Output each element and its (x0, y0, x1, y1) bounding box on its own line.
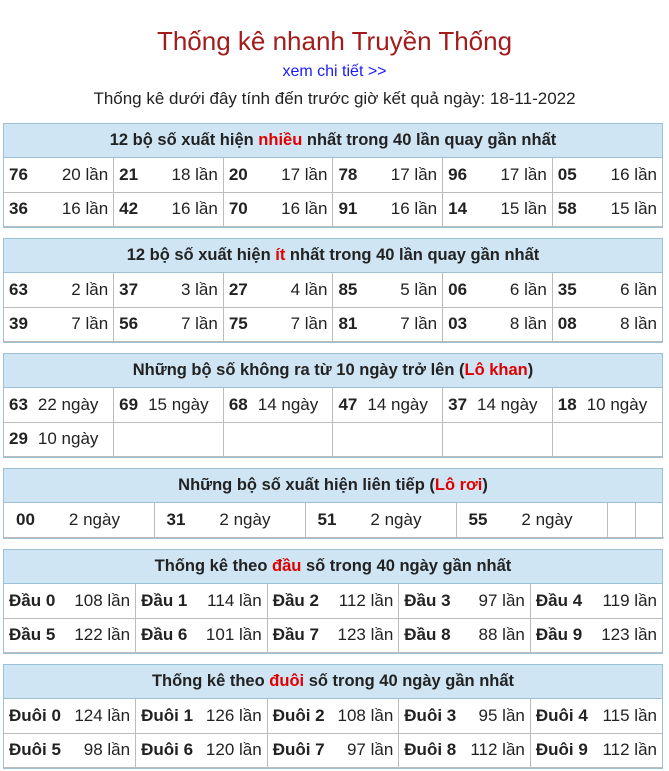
table-row (4, 503, 664, 537)
cell-key: Đuôi 4 (535, 705, 588, 725)
table-row (4, 192, 662, 226)
table-row (4, 733, 662, 767)
table-cell (333, 307, 443, 341)
cell-key: Đầu 3 (404, 590, 451, 610)
table-cell (114, 422, 224, 456)
cell-key: 78 (338, 164, 358, 184)
cell-value: 123 lần (601, 625, 657, 644)
cell-value: 8 lần (509, 314, 547, 333)
table-cell (136, 618, 268, 652)
cell-value: 5 lần (400, 279, 438, 299)
cell-value: 115 lần (602, 705, 657, 725)
cell-key: 42 (119, 199, 139, 218)
table-row (4, 388, 662, 422)
table-cell (456, 503, 607, 537)
cell-key: 69 (119, 394, 139, 414)
duoi-table (4, 699, 662, 768)
cell-value: 14 ngày (477, 394, 538, 414)
table-cell (530, 733, 662, 767)
lo-khan-heading (4, 354, 662, 388)
table-cell (223, 158, 333, 192)
table-cell-empty (607, 503, 635, 537)
table-cell (114, 158, 224, 192)
cell-value: 2 ngày (370, 509, 422, 529)
table-cell (136, 699, 268, 733)
cell-value: 8 lần (620, 314, 657, 333)
heading-highlight: đầu (272, 557, 302, 575)
table-cell (552, 192, 662, 226)
heading-text: Những bộ số không ra từ 10 ngày trở lên ( (132, 361, 465, 379)
cell-key: Đuôi 8 (404, 740, 457, 759)
table-cell-empty (635, 503, 664, 537)
cell-key: 70 (228, 199, 248, 218)
cell-key: Đuôi 6 (141, 740, 194, 759)
cell-key: 63 (9, 394, 28, 414)
table-cell (114, 307, 224, 341)
table-cell (4, 307, 114, 341)
cell-value: 16 lần (610, 164, 657, 184)
cell-key: Đuôi 2 (272, 705, 325, 725)
table-cell (4, 158, 114, 192)
cell-value: 2 lần (71, 279, 109, 299)
cell-key: 14 (448, 199, 468, 218)
table-cell (443, 192, 553, 226)
cell-key: Đầu 5 (9, 625, 56, 644)
table-cell (4, 273, 114, 307)
table-cell (114, 192, 224, 226)
cell-value: 20 lần (61, 164, 109, 184)
heading-highlight: ít (275, 246, 286, 264)
cell-key: 63 (9, 279, 28, 299)
cell-key: Đuôi 3 (404, 705, 457, 725)
cell-value: 7 lần (71, 314, 109, 333)
cell-key: Đầu 7 (272, 625, 319, 644)
cell-key: 47 (338, 394, 358, 414)
cell-value: 7 lần (400, 314, 438, 333)
cell-value: 4 lần (290, 279, 328, 299)
cell-value: 6 lần (509, 279, 547, 299)
view-details-link[interactable]: xem chi tiết >> (282, 63, 387, 80)
cell-value: 108 lần (74, 590, 131, 610)
table-cell (530, 584, 662, 618)
table-cell (333, 158, 443, 192)
cell-key: Đầu 8 (404, 625, 451, 644)
cell-value: 98 lần (83, 740, 131, 759)
cell-value: 22 ngày (37, 394, 99, 414)
heading-text: 12 bộ số xuất hiện (109, 131, 259, 149)
dau-table (4, 584, 662, 653)
table-cell (443, 158, 553, 192)
cell-key: 05 (557, 164, 577, 184)
table-row (4, 273, 662, 307)
cell-value: 124 lần (74, 705, 131, 725)
cell-value: 7 lần (290, 314, 328, 333)
table-cell (4, 388, 114, 422)
table-cell (552, 273, 662, 307)
duoi-heading (4, 665, 662, 699)
cell-key: Đầu 4 (535, 590, 583, 610)
table-row (4, 584, 662, 618)
cell-value: 16 lần (61, 199, 109, 218)
cell-key: Đuôi 0 (9, 705, 61, 725)
cell-value: 7 lần (180, 314, 218, 333)
cell-key: 81 (338, 314, 358, 333)
table-row (4, 307, 662, 341)
cell-value: 112 lần (338, 590, 394, 610)
cell-key: Đầu 9 (535, 625, 583, 644)
table-cell (136, 733, 268, 767)
cell-value: 120 lần (205, 740, 262, 759)
cell-key: 21 (119, 164, 139, 184)
most-frequent-panel (3, 123, 663, 228)
cell-key: 00 (16, 509, 35, 529)
cell-value: 2 ngày (68, 509, 120, 529)
cell-key: Đầu 2 (272, 590, 319, 610)
table-cell (267, 733, 399, 767)
heading-text: Thống kê theo (151, 672, 270, 690)
cell-key: 29 (9, 429, 28, 448)
cell-value: 18 lần (171, 164, 218, 184)
cell-value: 17 lần (390, 164, 438, 184)
table-cell (4, 699, 136, 733)
table-cell (333, 192, 443, 226)
table-cell (267, 699, 399, 733)
table-cell (154, 503, 305, 537)
cell-value: 15 lần (500, 199, 547, 218)
cell-value: 114 lần (207, 590, 262, 610)
heading-text: số trong 40 ngày gần nhất (301, 557, 512, 575)
cell-key: 08 (557, 314, 577, 333)
table-cell (333, 422, 443, 456)
table-cell (267, 584, 399, 618)
duoi-panel (3, 664, 663, 769)
heading-text: nhất trong 40 lần quay gần nhất (302, 131, 557, 149)
heading-highlight: Lô rơi (434, 476, 483, 494)
cell-value: 123 lần (337, 625, 394, 644)
cell-key: 20 (228, 164, 248, 184)
table-cell (223, 307, 333, 341)
cell-value: 3 lần (180, 279, 218, 299)
table-cell (333, 273, 443, 307)
table-cell (267, 618, 399, 652)
cell-key: Đuôi 7 (272, 740, 325, 759)
table-cell (305, 503, 456, 537)
page-subtitle: Thống kê dưới đây tính đến trước giờ kết quả ngày: 18-11-2022 (93, 89, 576, 108)
cell-value: 14 ngày (257, 394, 319, 414)
table-row (4, 158, 662, 192)
table-cell (552, 158, 662, 192)
cell-key: Đuôi 9 (535, 740, 588, 759)
cell-key: 06 (448, 279, 468, 299)
cell-key: 85 (338, 279, 358, 299)
cell-value: 95 lần (478, 705, 525, 725)
most-frequent-heading (4, 124, 662, 158)
lo-roi-panel (3, 468, 663, 539)
cell-key: Đầu 0 (9, 590, 56, 610)
cell-value: 97 lần (478, 590, 525, 610)
cell-key: 58 (557, 199, 577, 218)
cell-value: 17 lần (281, 164, 328, 184)
cell-value: 108 lần (337, 705, 394, 725)
heading-highlight: nhiều (258, 131, 303, 149)
cell-key: 03 (448, 314, 468, 333)
table-cell (552, 422, 662, 456)
cell-value: 119 lần (602, 590, 657, 610)
heading-highlight: đuôi (269, 672, 305, 690)
dau-panel (3, 549, 663, 654)
table-cell (530, 699, 662, 733)
dau-heading (4, 550, 662, 584)
lo-khan-panel (3, 353, 663, 458)
cell-key: Đuôi 1 (141, 705, 194, 725)
table-cell (443, 388, 553, 422)
cell-value: 10 ngày (586, 394, 648, 414)
table-cell (333, 388, 443, 422)
cell-value: 10 ngày (37, 429, 99, 448)
cell-value: 101 lần (205, 625, 262, 644)
table-cell (552, 307, 662, 341)
table-cell (443, 422, 553, 456)
table-row (4, 618, 662, 652)
table-cell (223, 422, 333, 456)
table-cell (4, 584, 136, 618)
cell-key: 76 (9, 164, 28, 184)
table-cell (443, 307, 553, 341)
lo-roi-heading (4, 469, 662, 503)
cell-key: 31 (166, 509, 186, 529)
table-cell (114, 388, 224, 422)
cell-value: 112 lần (470, 740, 525, 759)
cell-key: 36 (9, 199, 28, 218)
cell-key: Đuôi 5 (9, 740, 61, 759)
cell-value: 2 ngày (219, 509, 271, 529)
cell-value: 16 lần (390, 199, 438, 218)
heading-text: 12 bộ số xuất hiện (126, 246, 276, 264)
cell-key: 35 (557, 279, 577, 299)
table-cell (399, 618, 531, 652)
table-cell (443, 273, 553, 307)
table-cell (4, 618, 136, 652)
heading-text: nhất trong 40 lần quay gần nhất (285, 246, 540, 264)
table-cell (223, 273, 333, 307)
cell-key: 51 (317, 509, 337, 529)
cell-value: 2 ngày (521, 509, 573, 529)
heading-text: Thống kê theo (154, 557, 273, 575)
cell-value: 112 lần (602, 740, 657, 759)
least-frequent-panel (3, 238, 663, 343)
cell-key: 56 (119, 314, 139, 333)
table-cell (136, 584, 268, 618)
heading-text: ) (482, 476, 488, 494)
cell-key: Đầu 1 (141, 590, 188, 610)
table-row (4, 422, 662, 456)
cell-key: 18 (557, 394, 577, 414)
table-cell (399, 699, 531, 733)
cell-value: 14 ngày (367, 394, 428, 414)
heading-text: số trong 40 ngày gần nhất (304, 672, 515, 690)
cell-key: 96 (448, 164, 468, 184)
least-frequent-heading (4, 239, 662, 273)
cell-value: 6 lần (620, 279, 657, 299)
cell-value: 16 lần (171, 199, 218, 218)
table-cell (552, 388, 662, 422)
cell-value: 97 lần (346, 740, 394, 759)
table-cell (4, 192, 114, 226)
cell-key: 75 (228, 314, 248, 333)
cell-value: 88 lần (478, 625, 525, 644)
cell-key: Đầu 6 (141, 625, 188, 644)
cell-key: 27 (228, 279, 248, 299)
table-cell (4, 503, 154, 537)
least-frequent-table (4, 273, 662, 342)
cell-value: 15 lần (610, 199, 657, 218)
cell-value: 16 lần (281, 199, 328, 218)
table-cell (399, 733, 531, 767)
table-cell (399, 584, 531, 618)
most-frequent-table (4, 158, 662, 227)
cell-key: 55 (468, 509, 488, 529)
cell-key: 39 (9, 314, 28, 333)
table-cell (530, 618, 662, 652)
table-cell (223, 192, 333, 226)
heading-text: Những bộ số xuất hiện liên tiếp ( (178, 476, 435, 494)
lo-roi-table (4, 503, 664, 538)
heading-highlight: Lô khan (464, 361, 528, 379)
table-row (4, 699, 662, 733)
cell-key: 68 (228, 394, 248, 414)
cell-key: 91 (338, 199, 358, 218)
lo-khan-table (4, 388, 662, 457)
cell-key: 37 (448, 394, 468, 414)
table-cell (223, 388, 333, 422)
cell-key: 37 (119, 279, 139, 299)
table-cell (4, 422, 114, 456)
page-title: Thống kê nhanh Truyền Thống (156, 26, 513, 56)
table-cell (114, 273, 224, 307)
cell-value: 17 lần (500, 164, 547, 184)
heading-text: ) (527, 361, 534, 379)
cell-value: 122 lần (74, 625, 131, 644)
table-cell (4, 733, 136, 767)
cell-value: 15 ngày (148, 394, 209, 414)
cell-value: 126 lần (205, 705, 262, 725)
